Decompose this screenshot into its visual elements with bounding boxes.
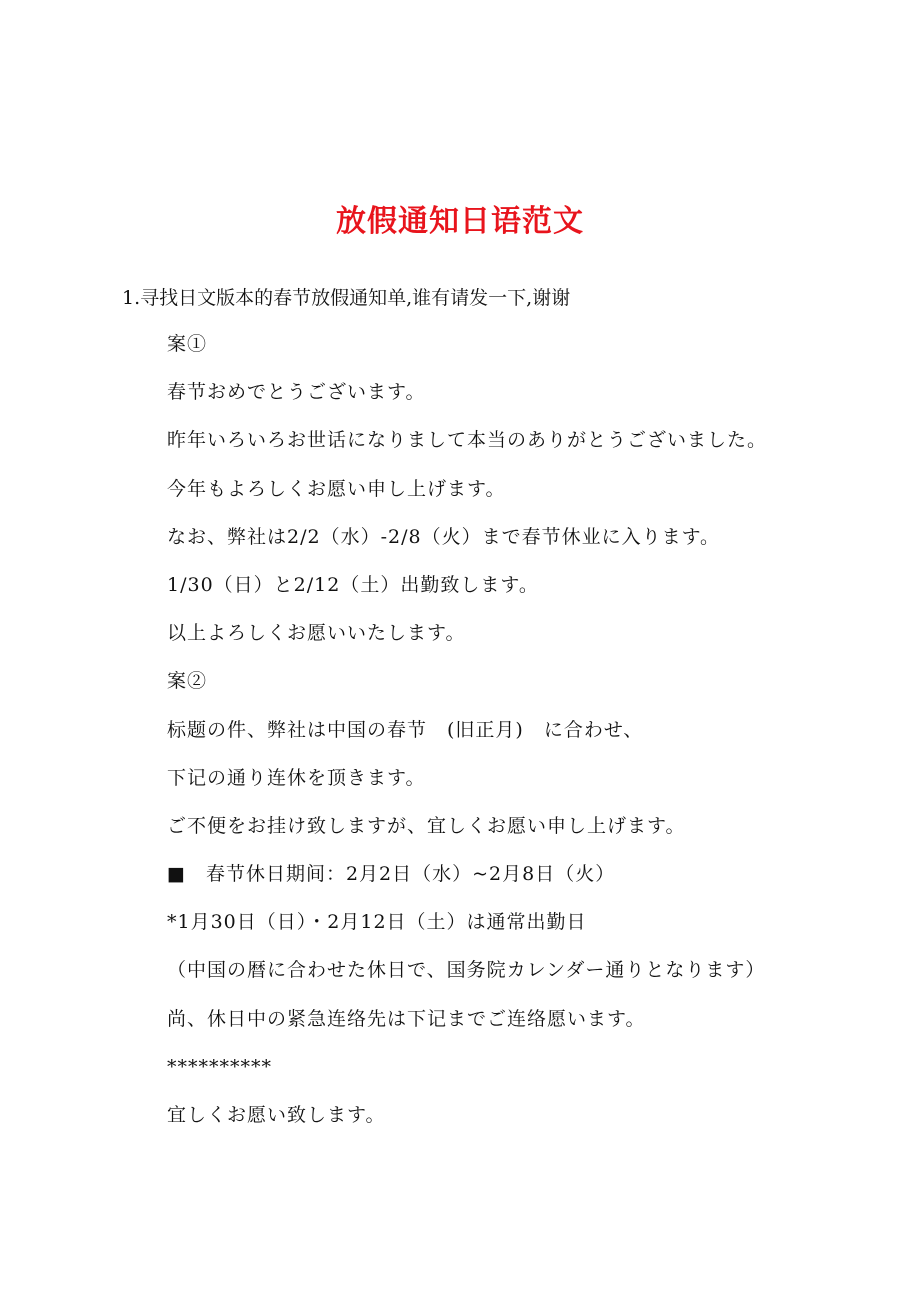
body-text — [167, 330, 767, 1149]
text-line: 今年もよろしくお愿い申し上げます。 — [167, 477, 506, 500]
text-line: （中国の暦に合わせた休日で、国务院カレンダー通りとなります） — [167, 959, 766, 982]
text-line: 案② — [167, 670, 208, 693]
text-line: 案① — [167, 333, 208, 355]
text-line: 标题の件、弊社は中国の春节 (旧正月) に合わせ、 — [167, 718, 644, 741]
text-line: 1/30（日）と2/12（土）出勤致します。 — [167, 573, 539, 596]
text-line: 尚、休日中の紧急连络先は下记までご连络愿います。 — [167, 1007, 646, 1030]
document-title: 放假通知日语范文 — [336, 204, 584, 239]
text-line: 春节おめでとうございます。 — [167, 381, 426, 404]
text-line: 下记の通り连休を顶きます。 — [167, 766, 426, 789]
text-line: ********** — [167, 1055, 272, 1078]
text-line: 以上よろしくお愿いいたします。 — [167, 622, 466, 645]
text-line: ■ 春节休日期间：2月2日（水）~2月8日（火） — [167, 863, 616, 886]
text-line: なお、弊社は2/2（水）-2/8（火）まで春节休业に入ります。 — [167, 525, 721, 548]
text-line: ご不便をお挂け致しますが、宜しくお愿い申し上げます。 — [167, 814, 686, 837]
text-line: *1月30日（日）・2月12日（土）は通常出勤日 — [167, 911, 587, 934]
section-heading: 1.寻找日文版本的春节放假通知单,谁有请发一下,谢谢 — [122, 287, 571, 309]
text-line: 宜しくお愿い致します。 — [167, 1104, 386, 1126]
text-line: 昨年いろいろお世话になりまして本当のありがとうございました。 — [167, 429, 768, 452]
